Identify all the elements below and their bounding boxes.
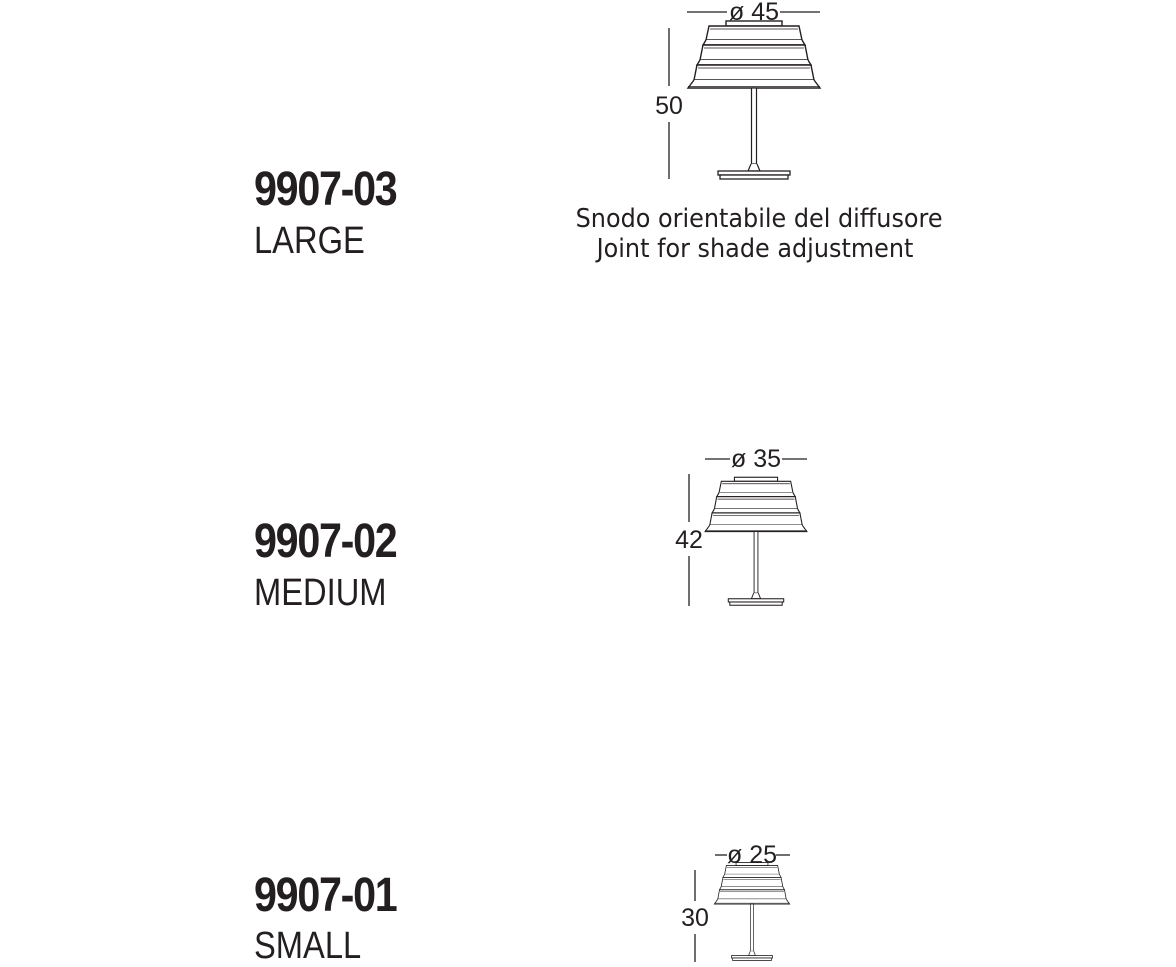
lamp-drawing-small [695, 855, 790, 962]
height-label-small: 30 [681, 904, 709, 932]
product-size-large: LARGE [254, 220, 365, 262]
product-size-medium: MEDIUM [254, 572, 387, 614]
diameter-label-medium: ø 35 [730, 445, 782, 473]
product-code-small: 9907-01 [254, 869, 397, 922]
lamp-drawing-medium [689, 459, 807, 606]
height-label-large: 50 [655, 92, 683, 120]
note-english: Joint for shade adjustment [596, 234, 914, 264]
lamp-drawing-large [669, 12, 820, 179]
diameter-label-large: ø 45 [728, 0, 780, 26]
product-code-medium: 9907-02 [254, 515, 397, 568]
product-size-small: SMALL [254, 925, 362, 967]
note-italian: Snodo orientabile del diffusore [575, 204, 943, 234]
product-code-large: 9907-03 [254, 163, 397, 216]
height-label-medium: 42 [675, 526, 703, 554]
diameter-label-small: ø 25 [726, 841, 778, 869]
